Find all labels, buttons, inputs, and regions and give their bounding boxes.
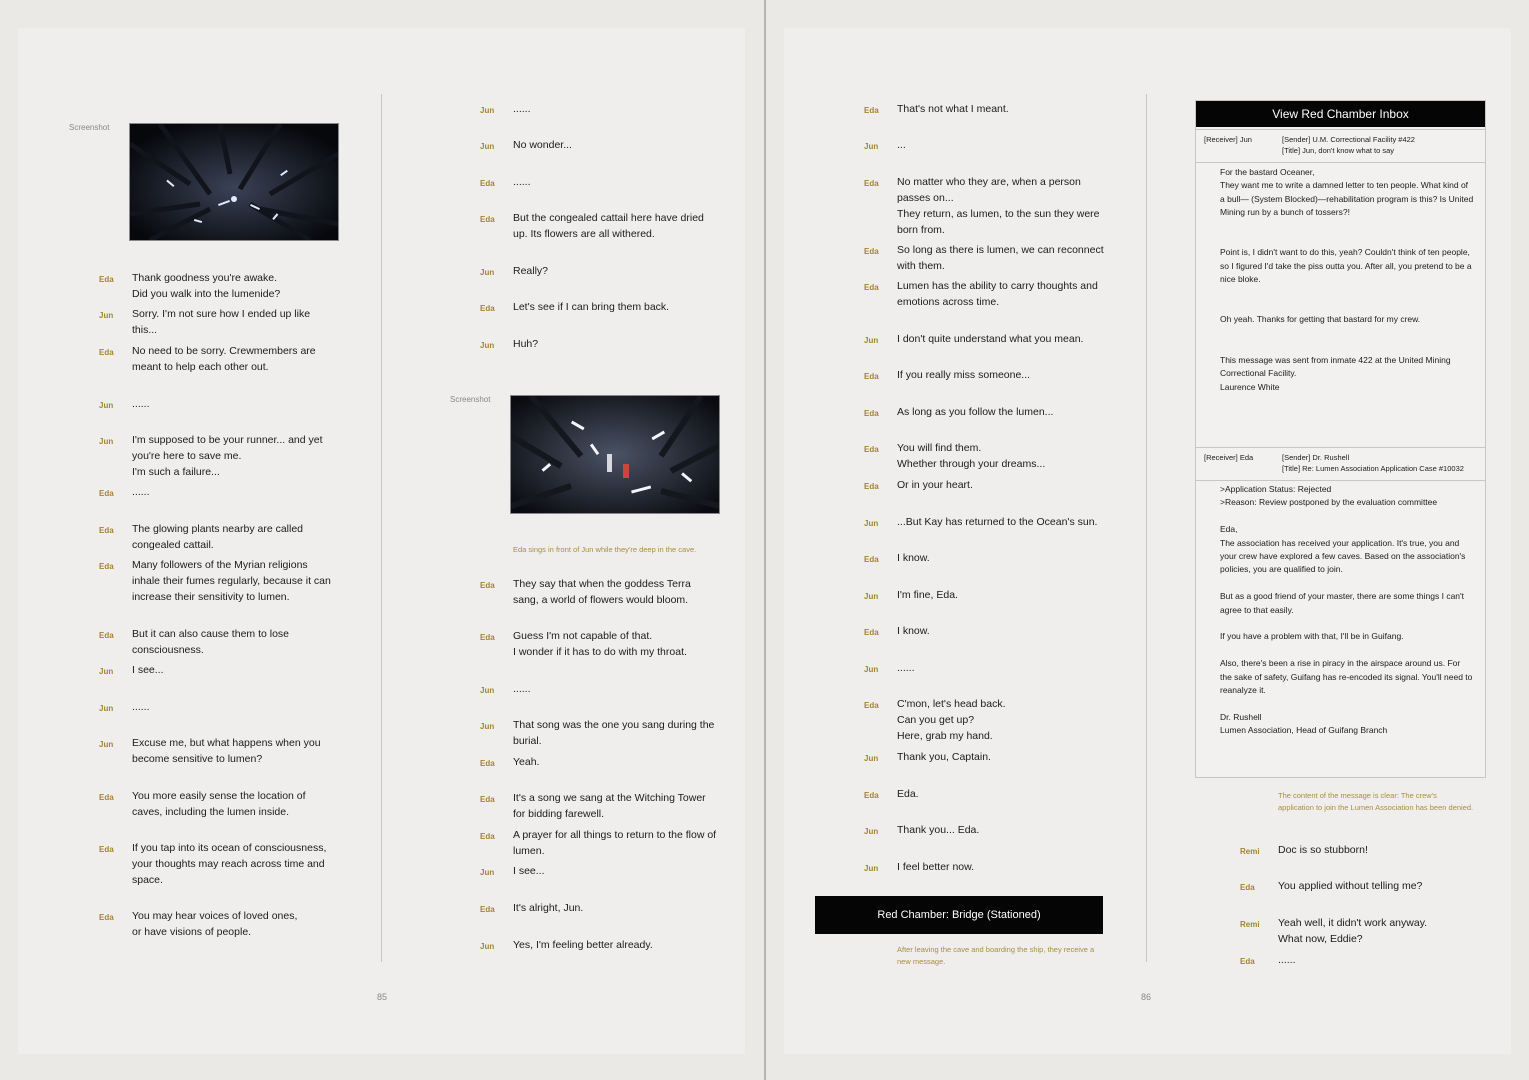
speaker-name: Eda [1240,883,1255,892]
speaker-name: Eda [99,562,114,571]
speaker-name: Eda [99,913,114,922]
speaker-name: Jun [864,665,879,674]
speaker-name: Eda [864,372,879,381]
speaker-name: Eda [99,275,114,284]
speaker-name: Eda [864,445,879,454]
dialogue-text: Excuse me, but what happens when you become sensitive to lumen? [132,737,321,765]
dialogue-text: Thank you, Captain. [897,751,991,763]
dialogue-text: You will find them. Whether through your dreams... [897,442,1046,470]
speaker-name: Eda [864,283,879,292]
dialogue-text: That's not what I meant. [897,103,1009,115]
dialogue-text: I'm fine, Eda. [897,589,958,601]
speaker-name: Eda [864,409,879,418]
dialogue-text: ... [897,139,906,151]
dialogue-text: You may hear voices of loved ones, or have visions of people. [132,910,298,938]
dialogue-text: It's alright, Jun. [513,902,584,914]
dialogue-text: You applied without telling me? [1278,880,1423,892]
speaker-name: Jun [480,106,495,115]
speaker-name: Remi [1240,920,1260,929]
message-body: For the bastard Oceaner, They want me to write a damned letter to ten people. What kind of a bull— (System Blocked)—rehabilitation program is this? Is United Mining run by a bunch of tossers?! Point is, I didn't want to do this, yeah? Couldn't think of ten people, so I figured I'd take the piss outta you. After all, you pretend to be a nice bloke. Oh yeah. Thanks for getting that bastard for my crew. This message was sent from inmate 422 at the United Mining Correctional Facility. Laurence White [1220,167,1474,392]
speaker-name: Eda [480,215,495,224]
scene-banner: Red Chamber: Bridge (Stationed) [815,896,1103,934]
speaker-name: Eda [99,348,114,357]
dialogue-text: I'm supposed to be your runner... and yet you're here to save me. I'm such a failure... [132,434,323,478]
dialogue-text: ...... [132,398,150,410]
speaker-name: Jun [864,142,879,151]
speaker-name: Jun [99,667,114,676]
dialogue-text: A prayer for all things to return to the flow of lumen. [513,829,717,857]
speaker-name: Eda [99,793,114,802]
dialogue-text: No matter who they are, when a person passes on... They return, as lumen, to the sun they were born from. [897,176,1100,236]
dialogue-text: Doc is so stubborn! [1278,844,1368,856]
speaker-name: Jun [99,740,114,749]
inbox-caption: The content of the message is clear: The crew's application to join the Lumen Association has been denied. [1278,791,1474,812]
red-chamber-inbox [1195,100,1486,778]
speaker-name: Eda [1240,957,1255,966]
message-subject: [Title] Jun, don't know what to say [1282,146,1395,155]
speaker-name: Jun [864,754,879,763]
page-number: 86 [1141,992,1152,1002]
dialogue-text: I see... [132,664,164,676]
dialogue-text: But the congealed cattail here have dried up. Its flowers are all withered. [513,212,704,240]
speaker-name: Eda [480,304,495,313]
speaker-name: Eda [864,106,879,115]
speaker-name: Jun [480,341,495,350]
dialogue-text: Let's see if I can bring them back. [513,301,670,313]
column-divider [381,94,382,962]
dialogue-text: Many followers of the Myrian religions inhale their fumes regularly, because it can increase their sensitivity to lumen. [132,559,331,603]
screenshot-label: Screenshot [69,123,110,132]
dialogue-text: I feel better now. [897,861,975,873]
speaker-name: Eda [864,247,879,256]
dialogue-text: Yes, I'm feeling better already. [513,939,653,951]
speaker-name: Jun [864,827,879,836]
dialogue-text: Eda. [897,788,919,800]
speaker-name: Eda [99,489,114,498]
speaker-name: Eda [480,581,495,590]
screenshot-label: Screenshot [450,395,491,404]
speaker-name: Jun [480,686,495,695]
speaker-name: Eda [480,905,495,914]
speaker-name: Eda [864,555,879,564]
dialogue-text: Guess I'm not capable of that. I wonder if it has to do with my throat. [513,630,687,658]
cave-singing-screenshot [510,395,720,514]
dialogue-text: They say that when the goddess Terra sang, a world of flowers would bloom. [513,578,691,606]
message-subject: [Title] Re: Lumen Association Application Case #10032 [1282,464,1464,473]
speaker-name: Remi [1240,847,1260,856]
message-body: >Application Status: Rejected >Reason: Review postponed by the evaluation committee Eda, The association has received your application. It's true, you and your crew have explored a few caves. Based on the association's policies, you are qualified to join. But as a good friend of your master, there are some things I can't agree to that easily. If you have a problem with that, I'll be in Guifang. Also, there's been a rise in piracy in the airspace around us. For the sake of safety, Guifang has re-encoded its signal. You'll need to reanalyze it. Dr. Rushell Lumen Association, Head of Guifang Branch [1220,484,1473,736]
dialogue-text: C'mon, let's head back. Can you get up? Here, grab my hand. [897,698,1006,742]
book-spine [764,0,766,1080]
speaker-name: Jun [99,311,114,320]
speaker-name: Jun [864,336,879,345]
dialogue-text: Yeah well, it didn't work anyway. What now, Eddie? [1278,917,1428,945]
speaker-name: Jun [864,864,879,873]
dialogue-text: ...... [132,486,150,498]
dialogue-text: ...... [897,662,915,674]
dialogue-text: Sorry. I'm not sure how I ended up like this... [132,308,311,336]
dialogue-text: ...... [513,103,531,115]
dialogue-text: But it can also cause them to lose consciousness. [132,628,290,656]
dialogue-text: ...... [132,701,150,713]
speaker-name: Eda [480,179,495,188]
speaker-name: Eda [480,832,495,841]
dialogue-text: I know. [897,552,930,564]
speaker-name: Eda [864,701,879,710]
dialogue-text: ...... [513,176,531,188]
speaker-name: Eda [99,631,114,640]
dialogue-text: So long as there is lumen, we can reconnect with them. [897,244,1104,272]
speaker-name: Jun [99,401,114,410]
speaker-name: Eda [864,628,879,637]
speaker-name: Eda [480,759,495,768]
speaker-name: Eda [864,791,879,800]
speaker-name: Eda [864,482,879,491]
speaker-name: Jun [480,722,495,731]
message-receiver: [Receiver] Eda [1204,453,1254,462]
dialogue-text: No need to be sorry. Crewmembers are meant to help each other out. [132,345,316,373]
speaker-name: Jun [480,868,495,877]
dialogue-text: That song was the one you sang during the burial. [513,719,715,747]
dialogue-text: Really? [513,265,549,277]
dialogue-text: ...... [513,683,531,695]
speaker-name: Jun [480,142,495,151]
speaker-name: Jun [99,437,114,446]
speaker-name: Jun [480,268,495,277]
screenshot-caption: Eda sings in front of Jun while they're deep in the cave. [513,545,697,554]
dialogue-text: If you really miss someone... [897,369,1031,381]
message-header[interactable] [1196,447,1485,481]
dialogue-text: As long as you follow the lumen... [897,406,1054,418]
message-sender: [Sender] U.M. Correctional Facility #422 [1282,135,1415,144]
speaker-name: Jun [99,704,114,713]
page-number: 85 [377,992,388,1002]
speaker-name: Jun [480,942,495,951]
message-sender: [Sender] Dr. Rushell [1282,453,1350,462]
speaker-name: Eda [864,179,879,188]
speaker-name: Eda [480,633,495,642]
speaker-name: Eda [99,526,114,535]
dialogue-text: ...But Kay has returned to the Ocean's sun. [897,516,1098,528]
dialogue-text: ...... [1278,954,1296,966]
dialogue-text: You more easily sense the location of caves, including the lumen inside. [132,790,306,818]
dialogue-text: Thank you... Eda. [897,824,980,836]
speaker-name: Eda [99,845,114,854]
inbox-title[interactable]: View Red Chamber Inbox [1196,101,1485,127]
dialogue-text: It's a song we sang at the Witching Tower for bidding farewell. [513,792,706,820]
speaker-name: Eda [480,795,495,804]
dialogue-text: If you tap into its ocean of consciousness, your thoughts may reach across time and space. [132,842,327,886]
cave-screenshot [129,123,339,241]
dialogue-text: Lumen has the ability to carry thoughts and emotions across time. [897,280,1098,308]
dialogue-text: No wonder... [513,139,572,151]
speaker-name: Jun [864,519,879,528]
message-header[interactable] [1196,129,1485,163]
dialogue-text: Thank goodness you're awake. Did you walk into the lumenide? [132,272,281,300]
dialogue-text: The glowing plants nearby are called congealed cattail. [132,523,304,551]
message-receiver: [Receiver] Jun [1204,135,1252,144]
dialogue-text: I see... [513,865,545,877]
column-divider [1146,94,1147,962]
dialogue-text: I know. [897,625,930,637]
scene-caption: After leaving the cave and boarding the ship, they receive a new message. [897,945,1095,966]
speaker-name: Jun [864,592,879,601]
dialogue-text: Or in your heart. [897,479,973,491]
dialogue-text: I don't quite understand what you mean. [897,333,1084,345]
dialogue-text: Huh? [513,338,539,350]
dialogue-text: Yeah. [513,756,540,768]
